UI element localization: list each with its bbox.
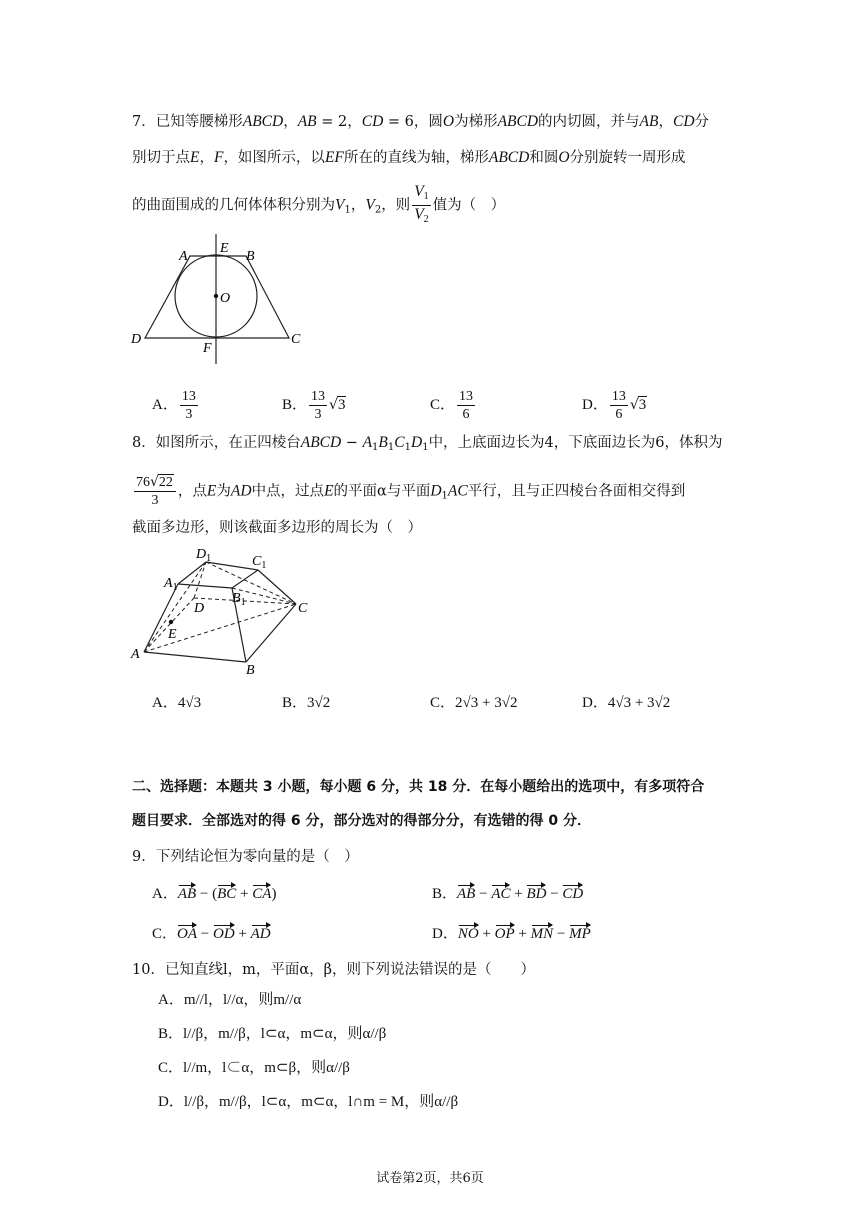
q8-stem-line-3: 截面多边形，则该截面多边形的周长为（ ） — [132, 520, 422, 536]
q7-option-b[interactable]: B． $\frac{13}{3}$ √3 — [282, 389, 346, 422]
section2-heading-line-2: 题目要求．全部选对的得 6 分，部分选对的得部分分，有选错的得 0 分． — [132, 813, 591, 829]
q10-option-c[interactable]: C．l//m，l⊂α，m⊂β，则α//β — [158, 1060, 350, 1076]
section2-heading-line-1: 二、选择题：本题共 3 小题，每小题 6 分，共 18 分．在每小题给出的选项中，有多项符合 — [132, 779, 705, 795]
q9-option-d[interactable]: D．NO + OP + MN − MP — [432, 926, 591, 942]
q10-option-b[interactable]: B．l//β，m//β，l⊂α，m⊂α，则α//β — [158, 1026, 387, 1042]
q8-stem-line-1: 8．如图所示，在正四棱台ABCD − $A_1B_1C_1D_1$中，上底面边长为4，下底面边长为6，体积为 — [132, 434, 723, 453]
q8-label-e: E — [168, 627, 177, 642]
q8-label-d1: $D_1$ — [196, 547, 212, 564]
q7-stem-line-3: 的曲面围成的几何体体积分别为$V_1$，$V_2$，则 $\frac{V_1}{V_2}$ 值为（ ） — [132, 183, 505, 228]
q8-label-b: B — [246, 663, 255, 676]
q7-stem-line-1: 7．已知等腰梯形ABCD，AB = 2，CD = 6，圆O为梯形ABCD的内切圆，并与AB，CD分 — [132, 113, 710, 130]
q8-frustum-figure — [128, 544, 318, 676]
q8-label-a: A — [131, 647, 140, 662]
q7-label-c: C — [291, 332, 301, 347]
q10-option-a[interactable]: A．m//l，l//α，则m//α — [158, 992, 302, 1008]
q8-option-b[interactable]: B．3√2 — [282, 695, 331, 711]
q9-option-b[interactable]: B．AB − AC + BD − CD — [432, 886, 584, 902]
q7-label-a: A — [179, 249, 188, 264]
q8-option-c[interactable]: C．2√3 + 3√2 — [430, 695, 518, 711]
q7-label-e: E — [220, 241, 229, 256]
q7-trapezoid-figure — [128, 232, 308, 372]
q7-option-d[interactable]: D． $\frac{13}{6}$ √3 — [582, 389, 647, 422]
q7-option-a[interactable]: A． $\frac{13}{3}$ — [152, 389, 196, 422]
q7-option-c[interactable]: C． $\frac{13}{6}$ — [430, 389, 474, 422]
q8-label-c: C — [298, 601, 308, 616]
q7-label-o: O — [220, 291, 231, 306]
q8-label-a1: $A_1$ — [164, 576, 178, 593]
q7-label-d: D — [131, 332, 142, 347]
q8-label-b1: $B_1$ — [232, 591, 246, 608]
q8-volume-fraction: $\frac{76√22}{3}$ — [134, 474, 176, 509]
v1-over-v2-fraction: $\frac{V_1}{V_2}$ — [414, 183, 429, 225]
q8-label-c1: $C_1$ — [252, 554, 267, 571]
q8-stem-line-2: $\frac{76√22}{3}$ ，点E为AD中点，过点E的平面α与平面$D_1AC$平行，且与正四棱台各面相交得到 — [136, 474, 686, 508]
q7-stem-line-2: 别切于点E，F，如图所示，以EF所在的直线为轴，梯形ABCD和圆O分别旋转一周形成 — [132, 149, 686, 166]
q9-stem: 9．下列结论恒为零向量的是（ ） — [132, 849, 359, 865]
q10-option-d[interactable]: D．l//β，m//β，l⊂α，m⊂α，l∩m = M，则α//β — [158, 1094, 459, 1110]
q7-label-f: F — [203, 341, 212, 356]
q7-label-b: B — [246, 249, 255, 264]
q10-stem: 10．已知直线l，m，平面α，β，则下列说法错误的是（ ） — [132, 962, 536, 978]
q8-label-d: D — [194, 601, 205, 616]
q8-option-d[interactable]: D．4√3 + 3√2 — [582, 695, 671, 711]
page-footer: 试卷第2页，共6页 — [376, 1171, 484, 1186]
q9-option-c[interactable]: C．OA − OD + AD — [152, 926, 271, 942]
q9-option-a[interactable]: A．AB − (BC + CA) — [152, 886, 277, 902]
q8-option-a[interactable]: A．4√3 — [152, 695, 202, 711]
